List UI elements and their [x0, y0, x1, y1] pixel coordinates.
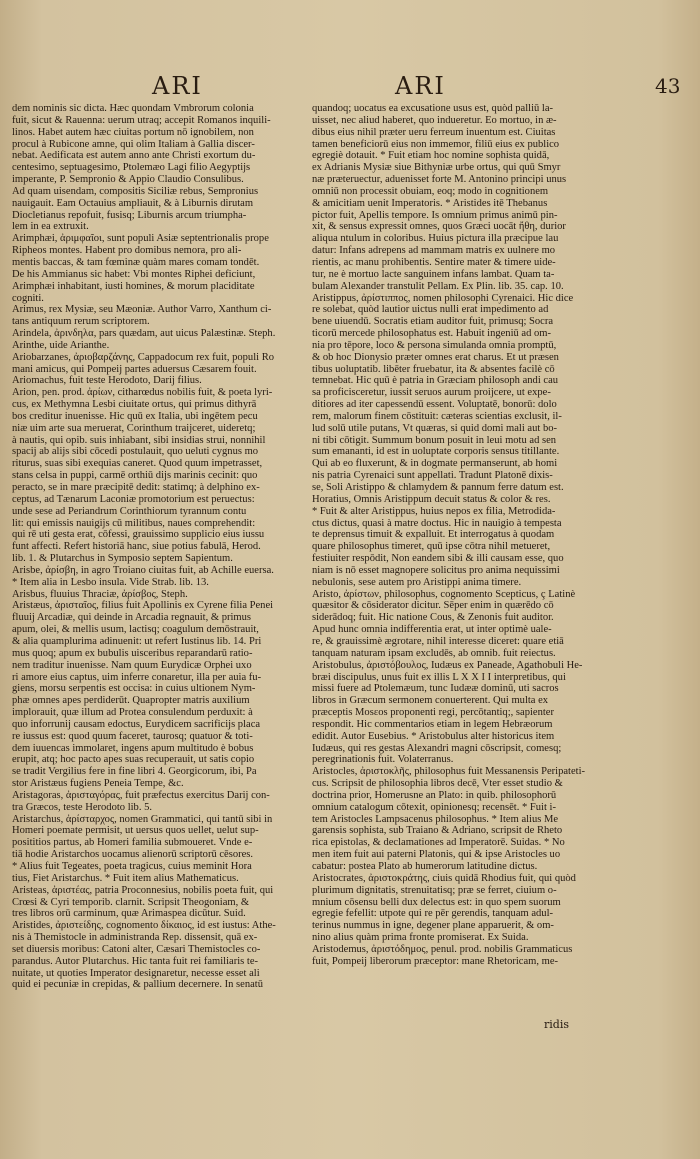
text-line: à nautis, qui opib. suis inhiabant, sibi insidias strui, nonnihil [12, 434, 266, 446]
text-line: * Alius fuit Tegeates, poeta tragicus, cuius meminit Hora [12, 861, 252, 872]
text-line: egregie fefellit: utpote qui re pēr gerendis, tanquam adul- [312, 908, 554, 920]
text-line: riturus, suas sibi exequias caneret. Quod quum impetrasset, [12, 458, 263, 470]
text-line: rem, malorum finem cōstituit: cæteras scientias exclusit, il- [312, 410, 562, 422]
text-line: tres libros orū carminum, quæ Arimaspea dicūtur. Suid. [12, 908, 246, 920]
text-line: Aristippus, ἀρίστιππος, nomen philosophi Cyrenaici. Hic dice [312, 292, 574, 304]
text-line: Ariomachus, fuit teste Herodoto, Darij filius. [12, 375, 202, 387]
text-line: quæsitor & cōsiderator dicitur. Sēper enim in quærēdo cō [312, 600, 554, 612]
text-line: quare philosophus timeret, quū ipse cōtra nihil metueret, [312, 541, 551, 553]
text-line: Aristæus, ἀρισταῖος, filius fuit Apollinis ex Cyrene filia Penei [12, 600, 274, 612]
text-line: peregrinationis fuit. Volaterranus. [312, 754, 454, 766]
running-head-right: ARI [395, 72, 446, 100]
text-line: & alia quamplurima adinuenit: ut refert Iustinus lib. 14. Pri [12, 635, 262, 647]
text-line: erupit, atq; hoc pacto apes suas recuperauit, ut satis copio [12, 754, 255, 766]
text-line: cus, ex Methymna Lesbi ciuitate ortus, qui primus dithyrā [12, 399, 257, 411]
text-line: Aristagoras, ἀρισταγόρας, fuit præfectus exercitus Darij con- [12, 789, 270, 801]
text-line: nuitate, ut quoties Imperator designaretur, necesse esset ali [12, 967, 260, 979]
text-line: Arisbe, ἀρίσβη, in agro Troiano ciuitas fuit, ab Achille euersa. [12, 564, 274, 576]
running-head-left: ARI [152, 72, 203, 100]
text-line: se, Soli Aristippo & chlamydem & pannum ferre datum est. [312, 482, 564, 493]
text-line: Apud hunc omnia indifferentia erat, ut inter optimè uale- [312, 624, 552, 636]
text-line: mus quoq; apum ex bubulis uisceribus reparandarū ratio- [12, 647, 253, 659]
text-line: Homeri poemate permisit, ut uersus quos uellet, uelut sup- [12, 825, 259, 837]
text-line: mentis baccas, & tam fœminæ quàm mares comam tondēt. [12, 256, 260, 268]
text-line: Aristocles, ἀριστοκλῆς, philosophus fuit Messanensis Peripateti- [312, 766, 586, 778]
text-line: giens, morsu serpentis est occisa: in cuius ultionem Nym- [12, 683, 256, 695]
text-line: Aristo, ἀρίστων, philosophus, cognomento Scepticus, ç Latinè [312, 588, 576, 600]
text-line: ni tibi cōtigit. Summum bonum posuit in leui motu ad sen [312, 434, 557, 446]
text-line: Aristodemus, ἀριστόδημος, penul. prod. nobilis Grammaticus [312, 943, 573, 955]
text-line: men item fuit aui paterni Platonis, qui & ipse Aristocles uo [312, 849, 561, 861]
text-line: Arimphæi inhabitant, iusti homines, & morum placiditate [12, 280, 255, 292]
text-line: nebat. Aedificata est autem anno ante Christi exortum du- [12, 150, 256, 162]
text-line: fuit, Pompeij liberorum præceptor: mane Rhetoricam, me- [312, 955, 559, 967]
text-line: linos. Habet autem hæc ciuitas portum nō ignobilem, non [12, 126, 254, 138]
text-line: lit: qui emissis nauigijs cū militibus, naues comprehendit: [12, 517, 256, 529]
text-line: tamen beneficiorū eius non immemor, filiū eius ex publico [312, 138, 560, 150]
text-line: & ob hoc Dionysio præter omnes erat charus. Et ut præsen [312, 351, 559, 363]
text-line: ex Adrianis Mysiæ siue Bithyniæ urbe ortus, qui quū Smyr [312, 162, 561, 174]
text-line: nauigauit. Eam Octauius ampliauit, & à Liburnis dirutam [12, 197, 254, 209]
text-line: sa proficisceretur, iussit seruos aurum proijcere, ut expe- [312, 387, 551, 399]
text-line: nebulonis, sese autem pro Aristippi anima timere. [312, 576, 522, 588]
text-line: missi fuere ad Ptolemæum, tunc Iudææ dominū, uti sacros [312, 683, 559, 695]
text-line: aliqua ntulum in coloribus. Huius pictura illa præcipue lau [312, 233, 559, 245]
text-line: bene uiuendū. Socratis etiam auditor fuit, primusq; Socra [312, 316, 554, 328]
text-line: ceptus, ad Tænarum Laconiæ promotorium est peruectus: [12, 493, 255, 505]
text-line: bulam Alexander transtulit Pellam. Ex Plin. lib. 35. cap. 10. [312, 280, 564, 292]
text-line: Arimphæi, ἀριμφαῖοι, sunt populi Asiæ septentrionalis prope [12, 233, 269, 245]
text-line: Aristarchus, ἀρίσταρχος, nomen Grammatici, qui tantū sibi in [12, 813, 273, 825]
text-line: quid ei pecuniæ in crepidas, & pallium decernere. In senatū [12, 979, 263, 991]
page-number: 43 [655, 74, 681, 98]
text-line: tiā hodie Aristarchos uocamus alienorū scriptorū cēsores. [12, 849, 254, 861]
text-line: tem Aristocles Lampsacenus philosophus. * Item alius Me [312, 813, 559, 825]
text-line: spacij ab alijs sibi cōcedi postulauit, quo ueluti cygnus mo [12, 446, 259, 458]
text-line: apum, olei, & mellis usum, lactisq; coagulum demōstrauit, [12, 624, 259, 636]
text-line: Horatius, Omnis Aristippum decuit status & color & res. [312, 493, 551, 505]
text-line: peracto, se in mare præcipitē dedit: statimq; à delphino ex- [12, 482, 260, 493]
text-line: implorauit, quæ illum ad Protea consulendum perduxit: à [12, 707, 253, 719]
text-line: Aristides, ἀριστείδης, cognomento δίκαιος, id est iustus: Athe- [12, 920, 276, 932]
text-line: stans celsa in puppi, carmē orthiū dijs marinis cecinit: quo [12, 470, 258, 482]
text-line: De his Ammianus sic habet: Vbi montes Riphei deficiunt, [12, 268, 256, 280]
text-line: dem iuuencas immolaret, ingens apum multitudo è bobus [12, 742, 254, 754]
text-line: Arisbus, fluuius Thraciæ, ἀρίσβος, Steph. [12, 588, 188, 600]
text-line: imperante, P. Sempronio & Appio Claudio Consulibus. [12, 174, 244, 186]
text-line: garensis sophista, sub Traiano & Adriano, scripsit de Rheto [312, 825, 563, 837]
text-line: ri amore eius captus, uim inferre conaretur, illa per auia fu- [12, 671, 262, 683]
text-line: temnebat. Hic quū è patria in Græciam philosoph andi cau [312, 375, 559, 387]
catchword: ridis [544, 1018, 569, 1031]
text-line: niæ uim arte sua meruerat, Corinthum traijceret, uideretq; [12, 422, 256, 434]
text-line: tibus uoluptatib. libēter fruebatur, ita & absentes facilè cō [312, 363, 555, 375]
text-line: tius, Fiet Aristarchus. * Fuit item alius Mathematicus. [12, 872, 239, 884]
text-line: fuit, sicut & Rauenna: uerum utraq; accepit Romanos inquili- [12, 114, 271, 126]
text-line: Aristobulus, ἀριστόβουλος, Iudæus ex Paneade, Agathobuli He- [312, 659, 583, 671]
text-line: quandoq; uocatus ea excusatione usus est, quòd palliū la- [312, 103, 554, 114]
text-line: fluuij Arcadiæ, qui deinde in Arcadia regnauit, & primus [12, 612, 252, 624]
text-line: pictor fuit, Apellis tempore. Is omnium primus animū pin- [312, 209, 558, 221]
text-line: terinus nummus in igne, degener plane apparuerit, & om- [312, 920, 554, 932]
text-line: te deprensus timuit & expalluit. Et interrogatus à quodam [312, 529, 555, 541]
text-line: posititios partus, ab Homeri familia submoueret. Vnde e- [12, 837, 253, 849]
text-line: bræi discipulus, unus fuit ex illis L X X I I interpretibus, qui [312, 671, 566, 683]
text-line: Diocletianus repofuit, fusisq; Liburnis arcum triumpha- [12, 209, 247, 221]
text-line: tra Græcos, teste Herodoto lib. 5. [12, 801, 153, 813]
text-line: ctus dictus, quasi à matre doctus. Hic in nauigio à tempesta [312, 517, 562, 529]
text-line: bos creditur inuenisse. Hic quū ex Italia, ubi ingētem pecu [12, 410, 258, 422]
text-line: Arimus, rex Mysiæ, seu Mæoniæ. Author Varro, Xanthum ci- [12, 304, 272, 316]
text-line: næ præteruectur, aduenisset forte M. Antonino principi unus [312, 174, 567, 186]
text-line: nem traditur inuenisse. Nam quum Eurydicæ Orphei uxo [12, 659, 252, 671]
text-line: ditiores ad iter capessendū essent. Voluptatē, bonorū: dolo [312, 399, 557, 411]
text-line: cogniti. [12, 292, 44, 304]
text-line: edidit. Autor Eusebius. * Aristobulus alter historicus item [312, 730, 555, 742]
text-line: uisset, nec aliud haberet, quo indueretur. Eo mortuo, in æ- [312, 114, 557, 126]
text-line: funt affecti. Refert historiā hanc, siue potius fabulā, Herod. [12, 541, 261, 553]
text-line: Ad quam uisendam, compositis Siciliæ rebus, Sempronius [12, 185, 259, 197]
text-line: re solebat, quòd lautior uictus nulli erat impedimento ad [312, 304, 549, 316]
text-line: nia pro tēpore, loco & persona simulanda omnia promptū, [312, 339, 557, 351]
text-line: datur: Infans adrepens ad mammam matris ex uulnere mo [312, 245, 556, 257]
text-line: Aristocrates, ἀριστοκράτης, ciuis quidā Rhodius fuit, qui quòd [312, 872, 576, 884]
text-line: qui rē uti gesta erat, cōfessi, grauissimo supplicio eius iussu [12, 529, 265, 541]
right-column [312, 103, 622, 968]
text-line: tanquam naturam ipsam excludēs, ab omnib. fuit reiectus. [312, 647, 556, 659]
text-line: nino alius quàm prima fronte promiserat. Ex Suida. [312, 932, 529, 944]
text-line: dem nominis sic dicta. Hæc quondam Vmbrorum colonia [12, 103, 254, 114]
text-line: egregiè dotauit. * Fuit etiam hoc nomine sophista quidā, [312, 150, 550, 162]
text-line: re, & grauissimè ægrotare, nihil interesse diceret: quare etiā [312, 635, 564, 647]
text-line: mani amicus, qui Pompeij partes aduersus Cæsarem fouit. [12, 363, 257, 375]
text-line: tur, ne è mortuo lacte sanguinem infans lambat. Quam ta- [312, 268, 555, 280]
text-line: nis patria Cyrenaici sunt appellati. Tradunt Platonē dixis- [312, 470, 553, 482]
text-line: doctrina prior, Homerusne an Plato: in quib. philosophorū [312, 789, 557, 801]
text-line: dibus eius nihil præter ueru ferreum inuentum est. Ciuitas [312, 126, 556, 138]
text-line: respondit. Hic commentarios etiam in legem Hebræorum [312, 718, 553, 730]
text-line: niam is nō esset magnopere solicitus pro anima nequissimi [312, 564, 560, 576]
text-line: * Fuit & alter Aristippus, huius nepos ex filia, Metrodida- [312, 505, 556, 517]
text-line: libros in Græcum sermonem conuerterent. Qui multa ex [312, 695, 549, 707]
text-line: xit, & sensus expressit omnes, quos Græci uocāt ἤθη, durior [312, 221, 566, 233]
text-line: set diuersis moribus: Catoni alter, Cæsari Themistocles co- [12, 943, 261, 955]
text-line: omnium catalogum cōtexit, opinionesq; recensēt. * Fuit i- [312, 801, 556, 813]
text-line: rientis, ac manu prohibentis. Sentire mater & timere uide- [312, 256, 556, 268]
text-line: quo inforrunij causam edoctus, Eurydicem sacrificijs placa [12, 718, 261, 730]
text-line: cus. Scripsit de philosophia libros decē, Vter esset studio & [312, 778, 563, 790]
text-line: ticorū mercede philosophatus est. Habuit ingeniū ad om- [312, 328, 552, 340]
text-line: * Item alia in Lesbo insula. Vide Strab. lib. 13. [12, 576, 209, 588]
text-line: Arindela, ἀρινδηλα, pars quædam, aut uicus Palæstinæ. Steph. [12, 328, 276, 340]
text-line: Arion, pen. prod. ἀρίων, citharœdus nobilis fuit, & poeta lyri- [12, 387, 273, 399]
text-line: re iussus est: quod quum faceret, taurosq; quatuor & toti- [12, 730, 253, 742]
text-line: Aristeas, ἀριστέας, patria Proconnesius, nobilis poeta fuit, qui [12, 884, 274, 896]
text-line: nis à Themistocle in administranda Rep. dissensit, quā ex- [12, 932, 258, 944]
text-line: sum emananti, id est in uoluptate corporis sensus titillante. [312, 446, 560, 458]
text-line: tans antiquum rerum scriptorem. [12, 316, 150, 328]
text-line: præceptis Mosεos proponenti regi, percōtantiq;, sapienter [312, 707, 554, 719]
text-line: Ariobarzanes, ἀριοβαρζάνης, Cappadocum rex fuit, populi Ro [12, 351, 275, 363]
text-line: lib. 1. & Plutarchus in Symposio septem Sapientum. [12, 553, 233, 565]
text-line: Arinthe, uide Arianthe. [12, 339, 110, 351]
text-line: cabatur: postea Plato ab humerorum latitudine dictus. [312, 861, 538, 872]
text-line: unde sese ad Periandrum Corinthiorum tyrannum contu [12, 505, 247, 517]
text-line: rica epistolas, & declamationes ad Imperatorē. Suidas. * No [312, 837, 565, 849]
text-line: phæ omnes apes perdiderūt. Quapropter matris auxilium [12, 695, 250, 707]
text-line: Crœsi & Cyri temporib. clarnit. Scripsit Theogoniam, & [12, 896, 250, 908]
text-line: centesimo, septuagesimo, Ptolemæo Lagi filio Aegyptijs [12, 162, 251, 174]
text-line: siderādoq; fuit. Hic natione Cous, & Zenonis fuit auditor. [312, 612, 554, 624]
text-line: & amicitiam uenit Imperatoris. * Aristides itē Thebanus [312, 197, 548, 209]
text-line: plurimum dignitatis, strenuitatisq; præ se ferret, ciuium o- [312, 884, 557, 896]
text-line: se tradit Vergilius fere in fine libri 4. Georgicorum, ibi, Pa [12, 766, 257, 778]
text-line: festiuiter respōdit, Non eandem sibi & illi causam esse, quo [312, 553, 564, 565]
text-line: lud solū utile putans, Vt quæras, si quid domi mali aut bo- [312, 422, 558, 434]
text-line: lem in ea extruxit. [12, 221, 89, 233]
text-line: parandus. Autor Plutarchus. Hic tanta fuit rei familiaris te- [12, 955, 259, 967]
text-line: procul à Rubicone amne, qui olim Italiam à Gallia discer- [12, 138, 255, 150]
text-line: mnium cōsensu belli dux delectus est: in quo spem suorum [312, 896, 561, 908]
text-line: omniū non processit obuiam, eoq; modo in cognitionem [312, 185, 549, 197]
text-line: Ripheos montes. Habent pro domibus nemora, pro ali- [12, 245, 242, 257]
text-line: Qui ab eo fluxerunt, & in dogmate permanserunt, ab homi [312, 458, 558, 470]
text-line: stor Aristæus fugiens Peneia Tempe, &c. [12, 778, 184, 790]
left-column [12, 103, 322, 991]
text-line: Iudæus, qui res gestas Alexandri magni cōscripsit, comesq; [312, 742, 562, 754]
